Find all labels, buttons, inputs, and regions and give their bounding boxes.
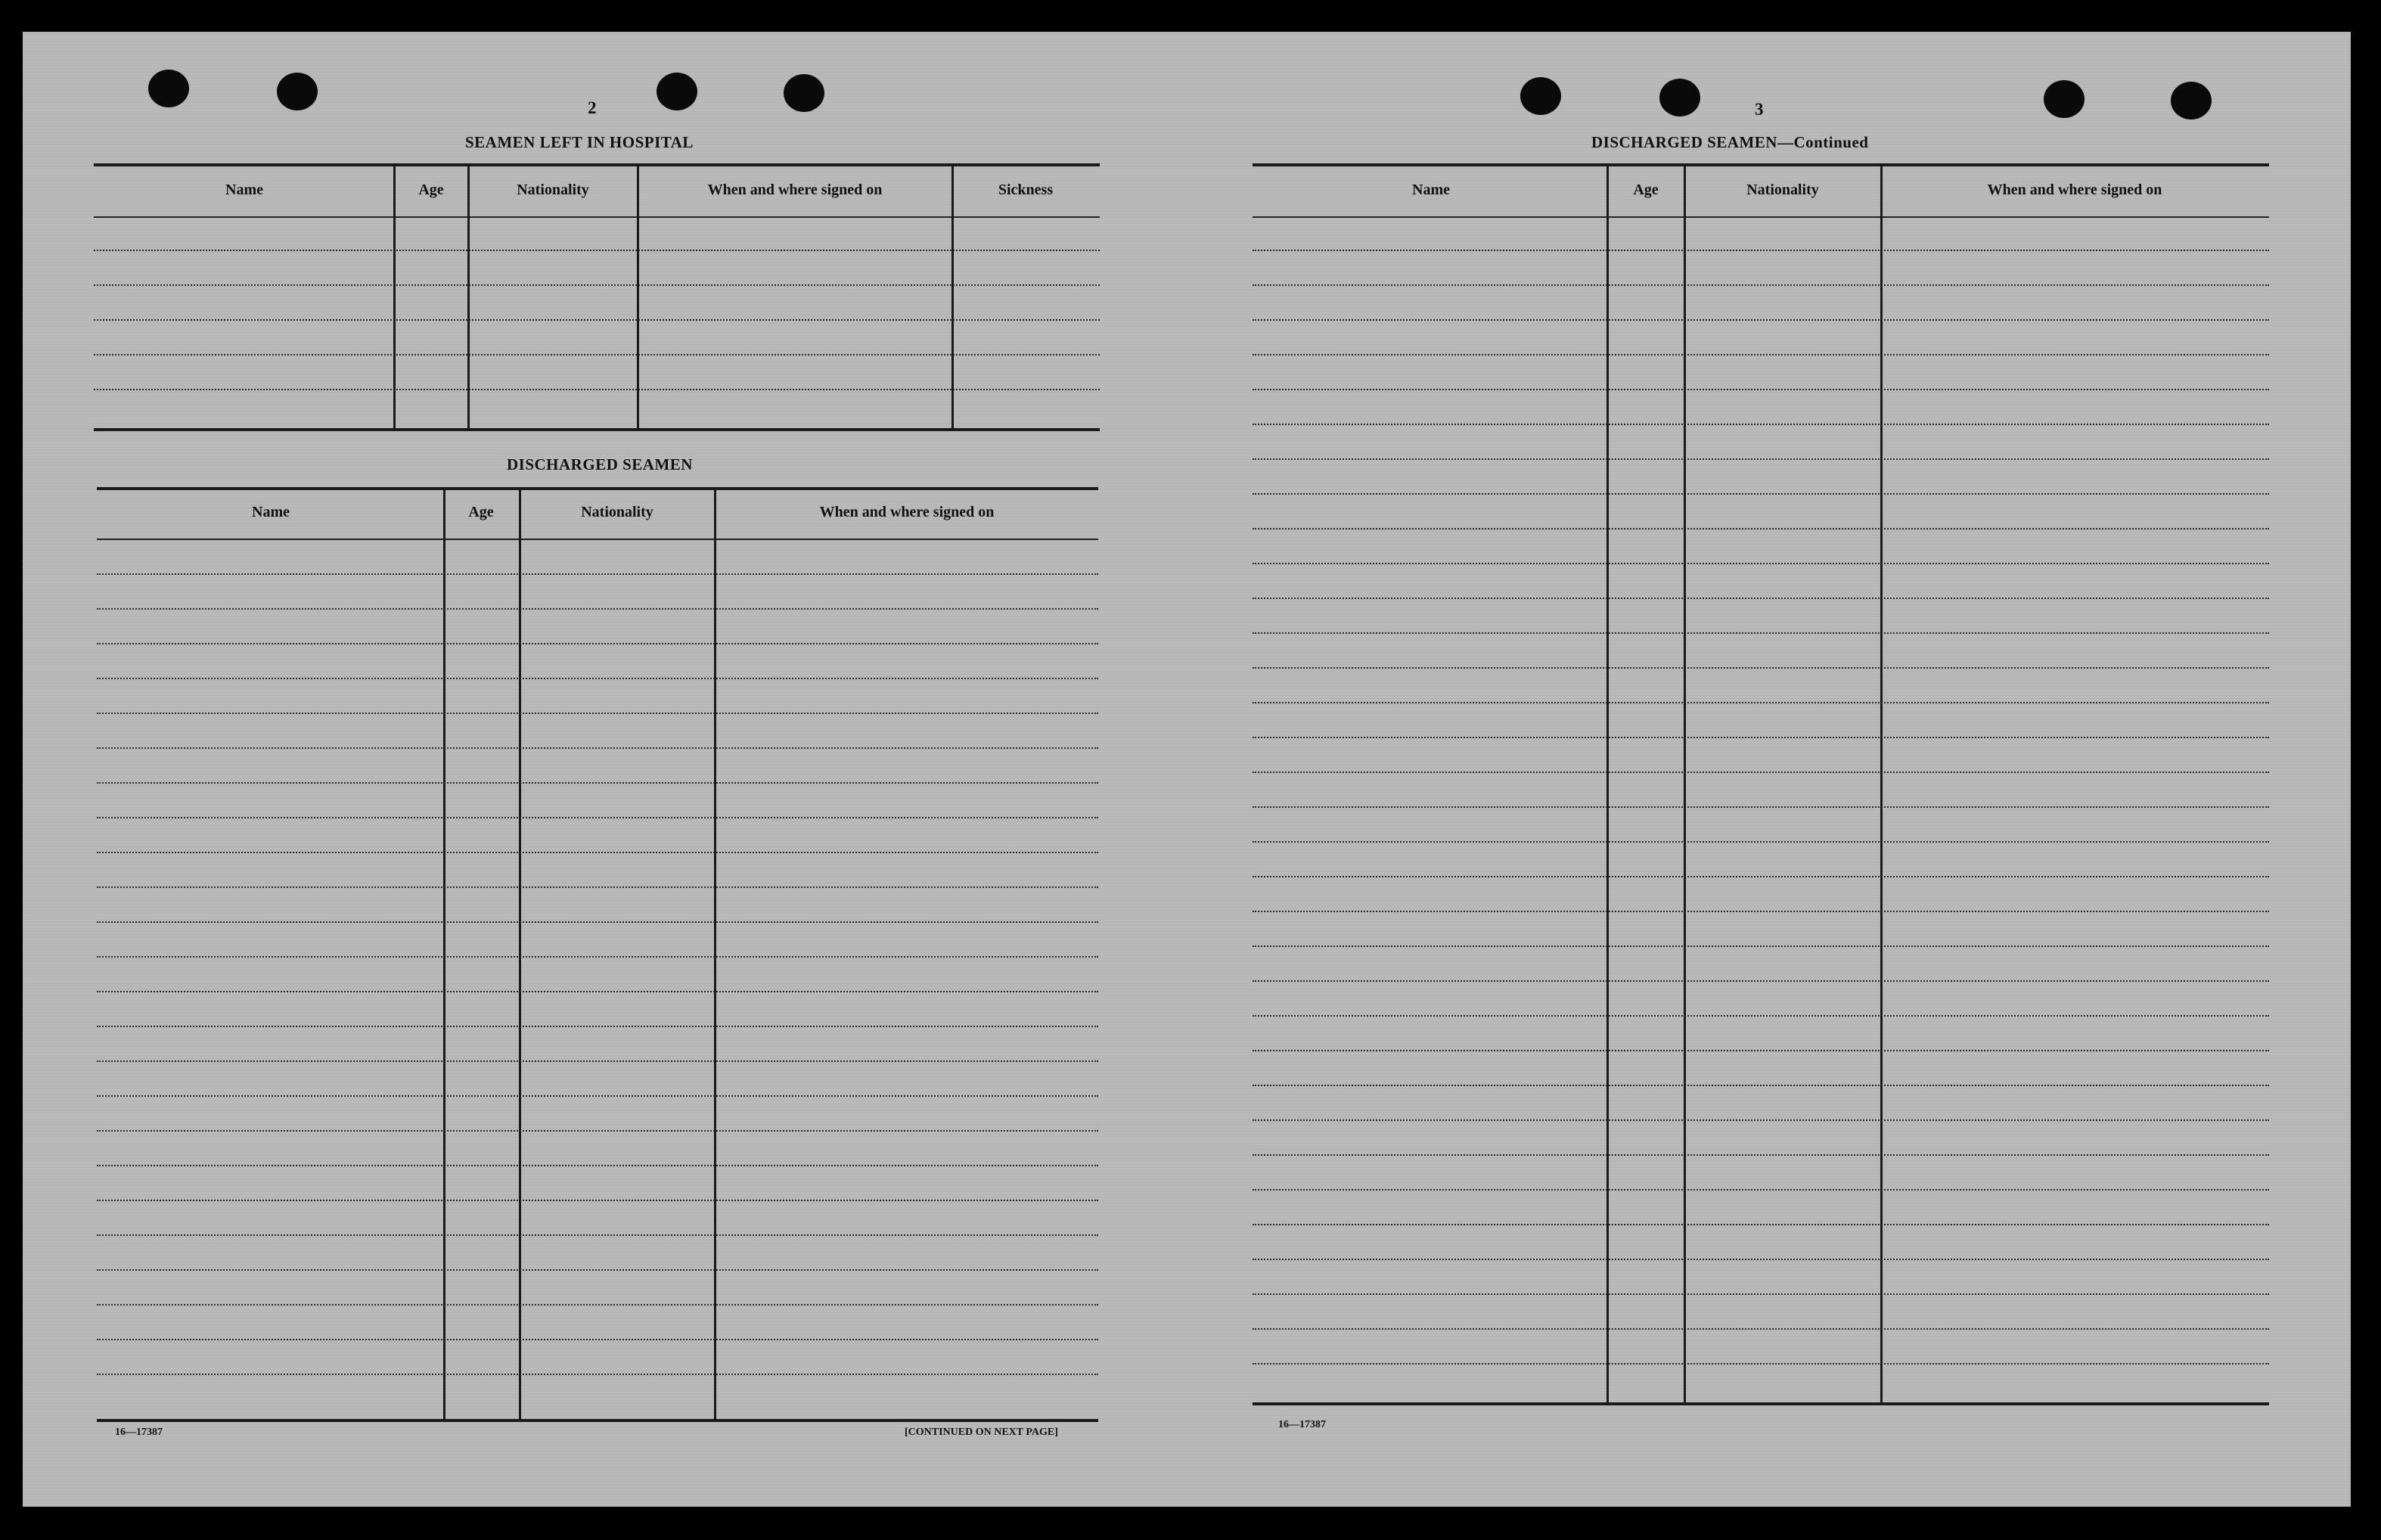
table-row xyxy=(97,643,1098,644)
table-row xyxy=(97,1269,1098,1271)
table-row xyxy=(97,852,1098,853)
table-row xyxy=(97,1130,1098,1132)
col-header-nationality: Nationality xyxy=(1746,182,1819,198)
table-row xyxy=(1253,493,2269,495)
table-row xyxy=(97,747,1098,749)
table-row xyxy=(94,389,1100,390)
table-row xyxy=(1253,563,2269,564)
table-row xyxy=(1253,424,2269,425)
col-header-nationality: Nationality xyxy=(517,182,589,198)
header-rule xyxy=(1253,216,2269,218)
table-row xyxy=(1253,667,2269,669)
table-row xyxy=(1253,1119,2269,1121)
column-divider xyxy=(443,489,445,1419)
table-row xyxy=(1253,1154,2269,1156)
table-row xyxy=(97,1234,1098,1236)
table-row xyxy=(97,713,1098,714)
column-divider xyxy=(393,165,396,428)
table-row xyxy=(97,991,1098,992)
table-row xyxy=(97,678,1098,679)
column-divider xyxy=(1684,165,1686,1402)
col-header-name: Name xyxy=(1412,182,1450,198)
col-header-age: Age xyxy=(418,182,444,198)
column-divider xyxy=(637,165,639,428)
table-row xyxy=(1253,528,2269,529)
table-row xyxy=(1253,841,2269,843)
col-header-name: Name xyxy=(252,504,290,520)
form-number: 16—17387 xyxy=(1278,1419,1326,1430)
col-header-when-where-signed-on: When and where signed on xyxy=(1987,182,2162,198)
table-row xyxy=(97,1060,1098,1062)
table-row xyxy=(1253,876,2269,877)
col-header-when-where-signed-on: When and where signed on xyxy=(819,504,995,520)
column-divider xyxy=(714,489,716,1419)
table-row xyxy=(1253,1259,2269,1260)
table-row xyxy=(1253,1050,2269,1051)
column-divider xyxy=(467,165,470,428)
table-row xyxy=(1253,284,2269,286)
col-header-age: Age xyxy=(468,504,494,520)
table-row xyxy=(1253,1224,2269,1225)
table-row xyxy=(97,1339,1098,1340)
table-row xyxy=(1253,1363,2269,1365)
table-row xyxy=(97,1304,1098,1306)
column-divider xyxy=(519,489,521,1419)
column-divider xyxy=(1606,165,1609,1402)
table-row xyxy=(1253,354,2269,356)
table-row xyxy=(97,817,1098,818)
table-top-rule xyxy=(97,487,1098,490)
table-top-rule xyxy=(94,163,1100,166)
table-row xyxy=(1253,389,2269,390)
section-title-discharged-seamen: DISCHARGED SEAMEN xyxy=(507,455,693,473)
table-row xyxy=(1253,458,2269,460)
table-row xyxy=(97,782,1098,784)
table-row xyxy=(1253,1015,2269,1017)
table-row xyxy=(1253,1085,2269,1086)
section-title-seamen-left-in-hospital: SEAMEN LEFT IN HOSPITAL xyxy=(465,133,694,151)
table-row xyxy=(1253,980,2269,982)
table-row xyxy=(1253,319,2269,321)
table-row xyxy=(1253,806,2269,808)
column-divider xyxy=(1880,165,1883,1402)
table-row xyxy=(1253,250,2269,251)
table-row xyxy=(1253,772,2269,773)
section-title-main: DISCHARGED SEAMEN xyxy=(1591,133,1777,151)
table-bottom-rule xyxy=(1253,1402,2269,1405)
col-header-sickness: Sickness xyxy=(998,182,1054,198)
table-row xyxy=(97,1026,1098,1027)
table-row xyxy=(1253,737,2269,738)
table-row xyxy=(97,573,1098,575)
table-row xyxy=(97,921,1098,923)
page-number: 3 xyxy=(1755,100,1764,119)
table-row xyxy=(94,354,1100,356)
table-row xyxy=(97,1200,1098,1201)
form-number: 16—17387 xyxy=(115,1427,163,1438)
column-divider xyxy=(951,165,954,428)
table-top-rule xyxy=(1253,163,2269,166)
table-row xyxy=(1253,911,2269,912)
col-header-name: Name xyxy=(225,182,263,198)
table-row xyxy=(1253,1189,2269,1191)
col-header-nationality: Nationality xyxy=(581,504,653,520)
table-bottom-rule xyxy=(97,1419,1098,1422)
page-number: 2 xyxy=(588,98,597,117)
table-row xyxy=(94,250,1100,251)
table-row xyxy=(94,284,1100,286)
table-row xyxy=(97,1374,1098,1375)
table-row xyxy=(1253,1328,2269,1330)
table-row xyxy=(97,956,1098,958)
col-header-age: Age xyxy=(1633,182,1659,198)
header-rule xyxy=(94,216,1100,218)
table-row xyxy=(1253,1293,2269,1295)
table-row xyxy=(97,1165,1098,1166)
table-row xyxy=(94,319,1100,321)
continued-note: [CONTINUED ON NEXT PAGE] xyxy=(905,1427,1058,1438)
table-bottom-rule xyxy=(94,428,1100,431)
table-row xyxy=(97,1095,1098,1097)
table-row xyxy=(1253,702,2269,703)
table-row xyxy=(1253,945,2269,947)
col-header-when-where-signed-on: When and where signed on xyxy=(707,182,883,198)
header-rule xyxy=(97,539,1098,540)
table-row xyxy=(1253,598,2269,599)
table-row xyxy=(97,886,1098,888)
section-title-suffix: —Continued xyxy=(1777,133,1869,151)
table-row xyxy=(97,608,1098,610)
table-row xyxy=(1253,632,2269,634)
